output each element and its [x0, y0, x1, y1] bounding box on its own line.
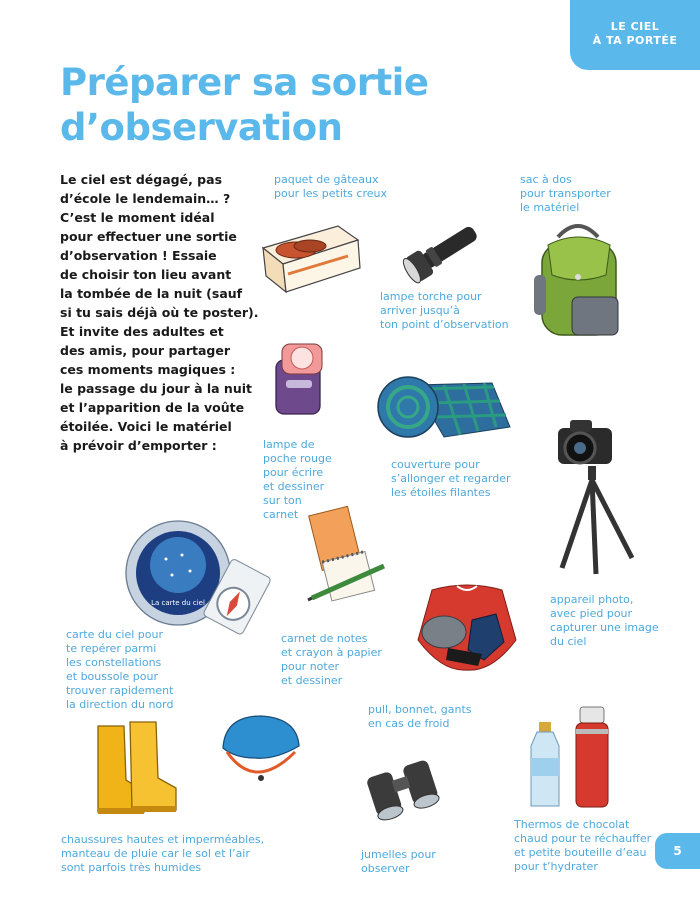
intro-line: de choisir ton lieu avant [60, 267, 232, 282]
intro-line: C’est le moment idéal [60, 210, 215, 225]
section-tab-line1: LE CIEL [610, 20, 660, 33]
intro-line: Le ciel est dégagé, pas [60, 172, 223, 187]
caption-line: la direction du nord [66, 698, 174, 711]
caption-line: et crayon à papier [281, 646, 382, 659]
caption-line: et petite bouteille d’eau [514, 846, 647, 859]
caption-binoculars [361, 848, 436, 876]
caption-line: observer [361, 862, 410, 875]
blanket-illustration [374, 365, 514, 445]
caption-line: et dessiner [263, 480, 325, 493]
caption-line: et dessiner [281, 674, 343, 687]
intro-line: la tombée de la nuit (sauf [60, 286, 243, 301]
caption-line: s’allonger et regarder [391, 472, 511, 485]
caption-line: capturer une image [550, 621, 659, 634]
intro-line: des amis, pour partager [60, 343, 231, 358]
intro-line: si tu sais déjà où te poster). [60, 305, 259, 320]
flashlight-illustration [398, 214, 493, 286]
page-title [60, 60, 428, 150]
page-number: 5 [655, 833, 700, 869]
intro-line: pour effectuer une sortie [60, 229, 237, 244]
caption-line: pour noter [281, 660, 340, 673]
rain-hood-illustration [215, 712, 305, 797]
caption-line: pour écrire [263, 466, 324, 479]
caption-line: le matériel [520, 201, 580, 214]
caption-thermos [514, 818, 651, 874]
caption-line: ton point d’observation [380, 318, 509, 331]
caption-flashlight [380, 290, 509, 332]
intro-line: à prévoir d’emporter : [60, 438, 217, 453]
caption-line: les étoiles filantes [391, 486, 491, 499]
caption-line: couverture pour [391, 458, 480, 471]
red-lamp-illustration [268, 340, 332, 418]
caption-line: sur ton [263, 494, 302, 507]
caption-clothes [368, 703, 472, 731]
caption-line: te repérer parmi [66, 642, 157, 655]
caption-line: poche rouge [263, 452, 332, 465]
sweater-hat-gloves-illustration [412, 580, 522, 675]
binoculars-illustration [360, 752, 445, 822]
caption-boots [61, 833, 264, 875]
rain-boots-illustration [90, 720, 180, 820]
caption-backpack [520, 173, 611, 215]
caption-line: arriver jusqu’à [380, 304, 460, 317]
section-tab [570, 0, 700, 70]
sky-map-compass-illustration [118, 515, 278, 640]
caption-line: carte du ciel pour [66, 628, 163, 641]
caption-line: lampe de [263, 438, 315, 451]
intro-line: Et invite des adultes et [60, 324, 224, 339]
intro-line: d’observation ! Essaie [60, 248, 217, 263]
intro-line: d’école le lendemain… ? [60, 191, 231, 206]
caption-blanket [391, 458, 511, 500]
caption-cookies [274, 173, 387, 201]
water-bottle-illustration [525, 720, 565, 810]
intro-line: étoilée. Voici le matériel [60, 419, 232, 434]
caption-line: pour transporter [520, 187, 611, 200]
caption-line: du ciel [550, 635, 587, 648]
caption-line: pour les petits creux [274, 187, 387, 200]
intro-line: et l’apparition de la voûte [60, 400, 245, 415]
caption-line: sac à dos [520, 173, 572, 186]
caption-line: en cas de froid [368, 717, 450, 730]
caption-line: trouver rapidement [66, 684, 174, 697]
caption-line: chaussures hautes et imperméables, [61, 833, 265, 846]
thermos-illustration [572, 705, 612, 811]
caption-line: paquet de gâteaux [274, 173, 379, 186]
caption-line: avec pied pour [550, 607, 633, 620]
caption-line: pull, bonnet, gants [368, 703, 472, 716]
caption-line: et boussole pour [66, 670, 158, 683]
caption-red-lamp [263, 438, 332, 522]
section-tab-line2: À TA PORTÉE [592, 34, 678, 47]
intro-paragraph [60, 170, 260, 455]
caption-line: appareil photo, [550, 593, 634, 606]
intro-line: le passage du jour à la nuit [60, 381, 252, 396]
page-title-line2: d’observation [60, 106, 343, 149]
caption-line: Thermos de chocolat [514, 818, 630, 831]
caption-camera [550, 593, 659, 649]
backpack-illustration [528, 215, 628, 340]
caption-sky-map [66, 628, 173, 712]
sky-map-label: La carte du ciel [151, 599, 205, 607]
intro-line: ces moments magiques : [60, 362, 236, 377]
caption-line: lampe torche pour [380, 290, 482, 303]
caption-line: pour t’hydrater [514, 860, 598, 873]
caption-line: jumelles pour [361, 848, 436, 861]
caption-line: carnet [263, 508, 299, 521]
caption-line: chaud pour te réchauffer [514, 832, 652, 845]
caption-line: les constellations [66, 656, 162, 669]
caption-notebook [281, 632, 382, 688]
cookie-box-illustration [258, 218, 363, 298]
page-title-line1: Préparer sa sortie [60, 61, 429, 104]
caption-line: carnet de notes [281, 632, 368, 645]
camera-tripod-illustration [550, 418, 645, 578]
caption-line: manteau de pluie car le sol et l’air [61, 847, 250, 860]
caption-line: sont parfois très humides [61, 861, 202, 874]
